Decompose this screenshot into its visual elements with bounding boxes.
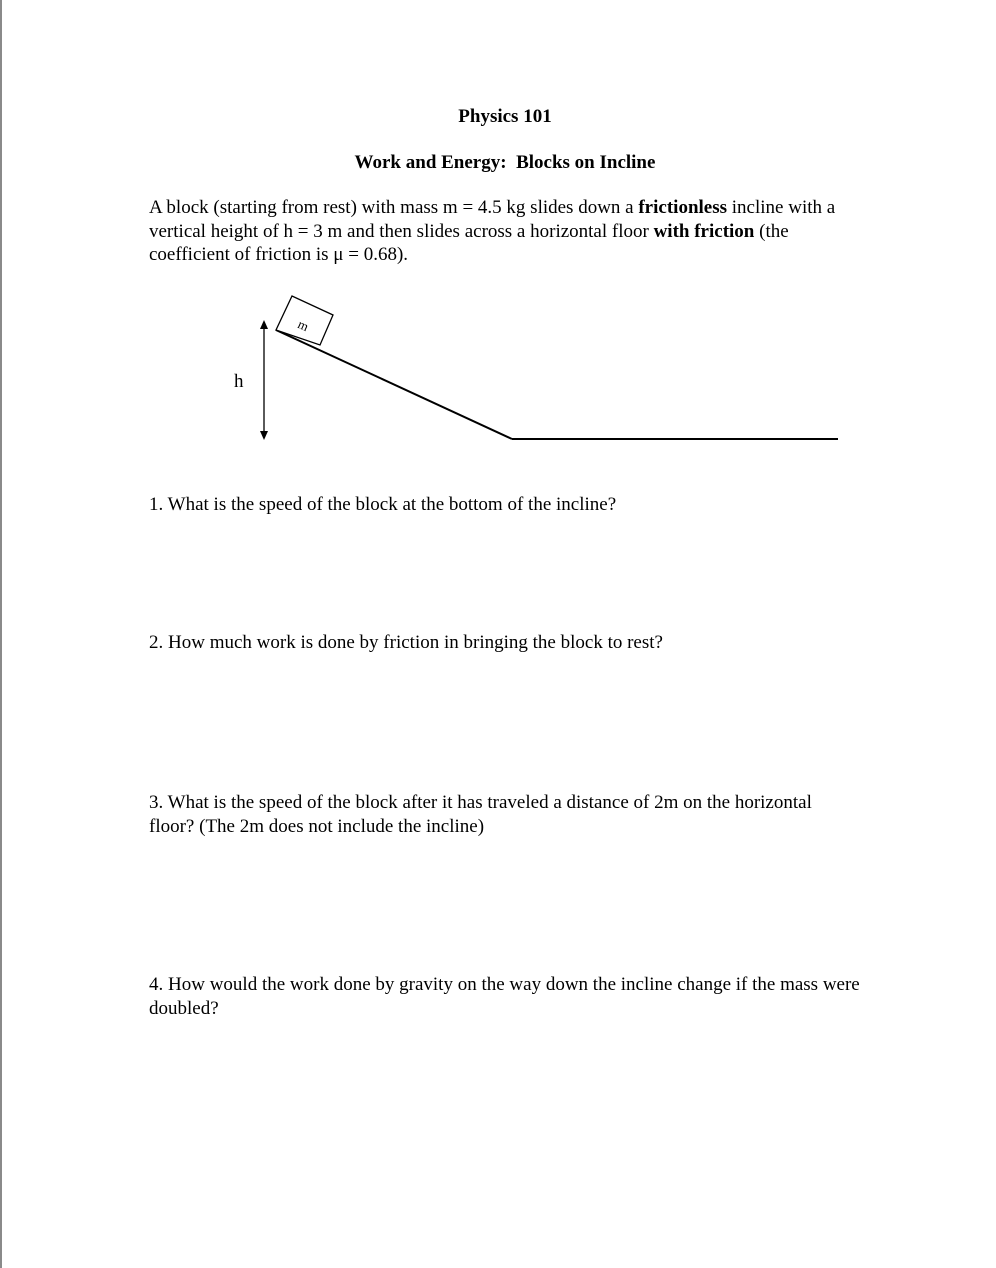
height-arrow-down-head <box>260 431 268 440</box>
height-arrow-up-head <box>260 320 268 329</box>
block-label: m <box>295 316 312 335</box>
intro-text-part-2: incline with a vertical height of h = 3 m and then slides across a horizontal floor <box>149 197 836 242</box>
with-friction-emphasis: with friction <box>653 220 755 242</box>
worksheet-title: Work and Energy: Blocks on Incline <box>354 152 656 173</box>
frictionless-emphasis: frictionless <box>638 197 728 218</box>
intro-text-part-1: A block (starting from rest) with mass m = 4.5 kg slides down a <box>149 197 639 218</box>
incline-diagram <box>0 0 996 470</box>
incline-surface <box>276 330 512 439</box>
height-label: h <box>234 371 244 392</box>
intro-text-part-3: (the coefficient of friction is μ = 0.68). <box>149 220 789 265</box>
question-1: 1. What is the speed of the block at the bottom of the incline? <box>149 494 617 515</box>
question-2: 2. How much work is done by friction in bringing the block to rest? <box>149 632 663 653</box>
course-title: Physics 101 <box>458 106 552 127</box>
question-4: 4. How would the work done by gravity on the way down the incline change if the mass were doubled? <box>149 974 860 1019</box>
question-3: 3. What is the speed of the block after it has traveled a distance of 2m on the horizontal floor? (The 2m does not include the incline) <box>149 792 812 837</box>
